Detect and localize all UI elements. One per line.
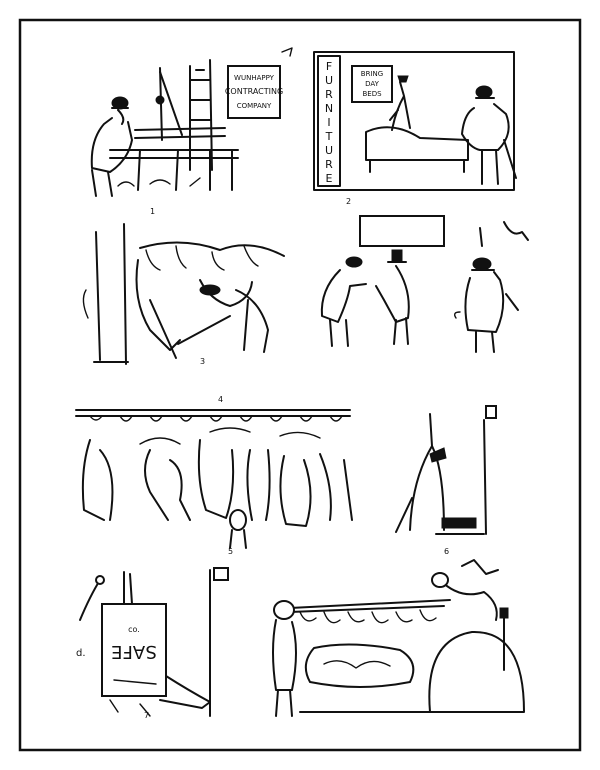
svg-text:N: N (324, 102, 334, 115)
panel-6 (396, 406, 496, 556)
poster-line-3: BEDS (362, 90, 382, 98)
panel-6-number: 6 (444, 547, 450, 556)
panel-7 (76, 568, 228, 720)
svg-text:U: U (324, 74, 334, 87)
svg-text:E: E (325, 172, 333, 185)
svg-text:R: R (325, 88, 333, 101)
safe-label: SAFE (111, 641, 157, 662)
sign-line-1: WUNHAPPY (234, 74, 274, 82)
panel-1-number: 1 (150, 207, 156, 216)
sign-line-3: COMPANY (236, 102, 272, 110)
safe-sub: co. (128, 625, 140, 634)
svg-text:I: I (327, 116, 331, 129)
svg-text:F: F (325, 60, 333, 73)
poster-line-2: DAY (365, 80, 379, 88)
panel-5 (76, 410, 352, 556)
panel-3 (83, 224, 284, 366)
panel-4 (218, 216, 528, 404)
panel-7-number: 7 (144, 711, 150, 720)
svg-text:R: R (325, 158, 333, 171)
panel-2 (314, 52, 516, 206)
svg-text:T: T (325, 130, 333, 143)
poster-line-1: BRING (360, 70, 384, 78)
panel-8 (273, 560, 524, 716)
furniture-vertical-sign (325, 60, 334, 185)
corner-mark: d. (76, 648, 86, 659)
sign-line-2: CONTRACTING (224, 87, 284, 96)
panel-3-number: 3 (200, 357, 206, 366)
svg-text:U: U (324, 144, 334, 157)
panel-4-number: 4 (218, 395, 224, 404)
panel-2-number: 2 (346, 197, 352, 206)
panel-1 (92, 48, 292, 216)
panel-5-number: 5 (228, 547, 234, 556)
